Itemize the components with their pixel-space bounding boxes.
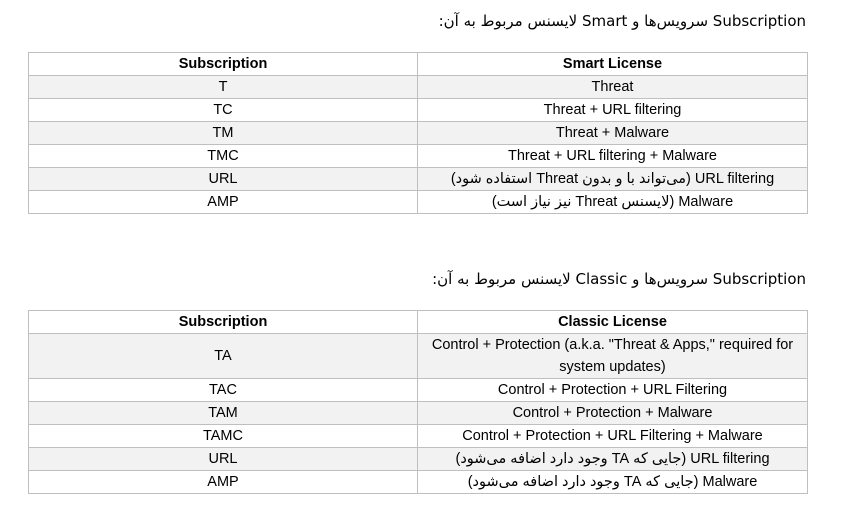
subscription-cell: TA (29, 334, 418, 379)
license-cell: Control + Protection + URL Filtering + Malware (418, 425, 808, 448)
table-row (29, 471, 808, 494)
subscription-cell: TC (29, 99, 418, 122)
table-row (29, 425, 808, 448)
table-row (29, 145, 808, 168)
table-row (29, 76, 808, 99)
table-header-row (29, 311, 808, 334)
license-cell: Threat (418, 76, 808, 99)
classic-section-heading: Subscription سرویس‌ها و Classic لایسنس مربوط به آن: (432, 270, 806, 288)
subscription-cell: URL (29, 448, 418, 471)
subscription-cell: TAM (29, 402, 418, 425)
license-cell: Threat + URL filtering + Malware (418, 145, 808, 168)
classic-license-table (28, 310, 808, 494)
table-row (29, 122, 808, 145)
column-header-classic-license: Classic License (418, 311, 808, 334)
subscription-cell: TM (29, 122, 418, 145)
column-header-subscription: Subscription (29, 53, 418, 76)
table-row (29, 334, 808, 379)
subscription-cell: TMC (29, 145, 418, 168)
table-header-row (29, 53, 808, 76)
table-row (29, 402, 808, 425)
subscription-cell: AMP (29, 471, 418, 494)
license-cell: Control + Protection + Malware (418, 402, 808, 425)
table-row (29, 168, 808, 191)
table-row (29, 99, 808, 122)
license-cell: Control + Protection (a.k.a. "Threat & Apps," required for system updates) (418, 334, 808, 379)
column-header-subscription: Subscription (29, 311, 418, 334)
subscription-cell: AMP (29, 191, 418, 214)
smart-license-table (28, 52, 808, 214)
subscription-cell: TAMC (29, 425, 418, 448)
license-text: Malware (لایسنس Threat نیز نیاز است) (491, 194, 734, 210)
table-row (29, 448, 808, 471)
license-cell (418, 168, 808, 191)
table-row (29, 191, 808, 214)
license-cell: Threat + Malware (418, 122, 808, 145)
column-header-smart-license: Smart License (418, 53, 808, 76)
smart-section-heading: Subscription سرویس‌ها و Smart لایسنس مربوط به آن: (438, 12, 806, 30)
license-text: Malware (جایی که TA وجود دارد اضافه می‌شود) (467, 474, 758, 490)
subscription-cell: URL (29, 168, 418, 191)
subscription-cell: TAC (29, 379, 418, 402)
license-cell (418, 471, 808, 494)
license-cell (418, 448, 808, 471)
license-cell: Threat + URL filtering (418, 99, 808, 122)
license-cell (418, 191, 808, 214)
license-text: URL filtering (می‌تواند با و بدون Threat استفاده شود) (450, 171, 775, 187)
subscription-cell: T (29, 76, 418, 99)
table-row (29, 379, 808, 402)
license-cell: Control + Protection + URL Filtering (418, 379, 808, 402)
license-text: URL filtering (جایی که TA وجود دارد اضافه می‌شود) (455, 451, 770, 467)
